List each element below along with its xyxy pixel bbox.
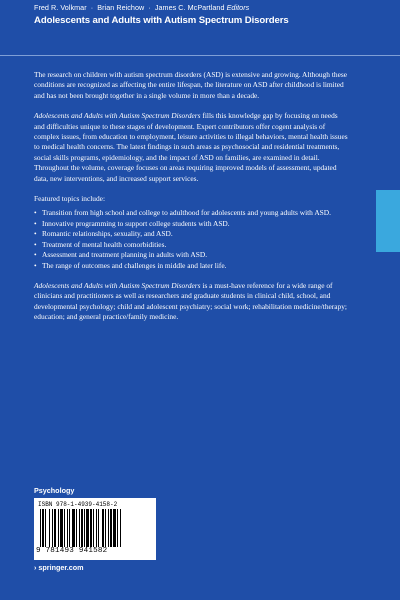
topic-text: Treatment of mental health comorbidities. bbox=[42, 239, 167, 249]
summary-text: fills this knowledge gap by focusing on needs and difficulties unique to these stages of development. Expert contributors offer cogent analysis of complex issues, from education to employment, leisure activities to illegal behaviors, mental health issues to medical health concerns. The latest findings in such areas as psychosocial and residential treatments, social skills programs, epidemiology, and the impact of ASD on families, are examined in detail. Throughout the volume, coverage focuses on areas requiring improved models of assessment, updated data, new interventions, and increased support services. bbox=[34, 111, 348, 183]
barcode-icon bbox=[40, 509, 150, 547]
bullet-icon: • bbox=[34, 208, 37, 218]
list-item bbox=[34, 208, 350, 218]
editors-line bbox=[34, 3, 364, 12]
topic-text: The range of outcomes and challenges in middle and later life. bbox=[42, 260, 227, 270]
bullet-icon: • bbox=[34, 239, 37, 249]
list-item bbox=[34, 219, 350, 229]
topic-text: Romantic relationships, sexuality, and ASD. bbox=[42, 229, 173, 239]
book-title: Adolescents and Adults with Autism Spectrum Disorders bbox=[34, 15, 289, 26]
intro-paragraph: The research on children with autism spectrum disorders (ASD) is extensive and growing. Although these conditions are recognized as affecting the entire lifespan, the literature on ASD after childhood is limited and has not been brought together in a single volume in more than a decade. bbox=[34, 70, 348, 100]
header-divider bbox=[0, 55, 400, 56]
topics-list bbox=[34, 208, 350, 270]
isbn-label: ISBN 978-1-4939-4158-2 bbox=[38, 501, 118, 508]
side-color-tab bbox=[376, 190, 400, 252]
editor-name: Brian Reichow bbox=[97, 3, 145, 12]
bullet-icon: • bbox=[34, 218, 37, 228]
editor-name: Fred R. Volkmar bbox=[34, 3, 87, 12]
publisher-url: › springer.com bbox=[34, 563, 84, 572]
list-item bbox=[34, 229, 350, 239]
editor-name: James C. McPartland bbox=[154, 3, 225, 12]
topic-text: Innovative programming to support college students with ASD. bbox=[42, 218, 230, 228]
book-title-italic: Adolescents and Adults with Autism Spectrum Disorders bbox=[34, 111, 201, 121]
bullet-icon: • bbox=[34, 250, 37, 260]
audience-paragraph bbox=[34, 281, 350, 323]
separator-dot: · bbox=[148, 3, 151, 12]
topic-text: Transition from high school and college to adulthood for adolescents and young adults with ASD. bbox=[42, 208, 331, 218]
bullet-icon: • bbox=[34, 260, 37, 270]
audience-text: is a must-have reference for a wide range of clinicians and practitioners as well as researchers and graduate students in clinical child, school, and developmental psychology; child and adolescent psychiatry; social work; rehabilitation medicine/therapy; education; and general practice/family medicine. bbox=[34, 280, 347, 322]
list-item bbox=[34, 240, 350, 250]
barcode-panel bbox=[34, 498, 156, 560]
topic-text: Assessment and treatment planning in adults with ASD. bbox=[42, 250, 208, 260]
list-item bbox=[34, 250, 350, 260]
bullet-icon: • bbox=[34, 229, 37, 239]
cover-header bbox=[34, 3, 364, 26]
subject-category: Psychology bbox=[34, 486, 75, 495]
back-cover-blurb bbox=[34, 70, 350, 333]
isbn-digits: 9 781493 941582 bbox=[36, 547, 108, 555]
list-item bbox=[34, 261, 350, 271]
summary-paragraph bbox=[34, 111, 350, 184]
editors-role: Editors bbox=[226, 3, 250, 12]
topics-intro: Featured topics include: bbox=[34, 194, 106, 204]
book-title-italic: Adolescents and Adults with Autism Spectrum Disorders bbox=[34, 280, 201, 290]
separator-dot: · bbox=[90, 3, 94, 12]
